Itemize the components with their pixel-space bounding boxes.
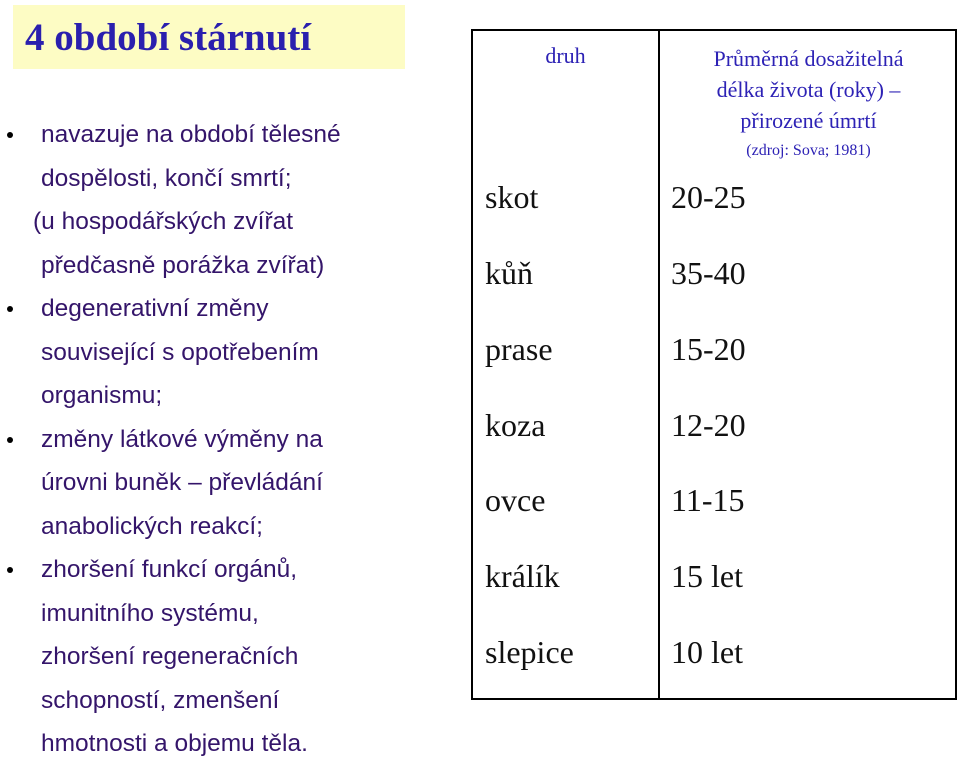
species-cell: slepice	[485, 634, 574, 670]
bullet-line: změny látkové výměny na	[41, 425, 323, 453]
slide-title: 4 období stárnutí	[25, 15, 312, 59]
bullet-line: související s opotřebením	[41, 338, 319, 366]
table-row	[473, 558, 955, 633]
bullet-line: degenerativní změny	[41, 295, 269, 322]
species-cell: ovce	[485, 482, 546, 518]
table-row	[473, 482, 955, 557]
lifespan-cell: 15 let	[671, 558, 743, 594]
bullet-line: anabolických reakcí;	[41, 512, 263, 540]
bullet-dot-icon	[7, 567, 13, 573]
lifespan-cell: 10 let	[671, 634, 743, 670]
bullet-line: (u hospodářských zvířat	[33, 208, 294, 235]
header-value-line: délka života (roky) –	[716, 77, 901, 102]
species-cell: koza	[485, 407, 546, 443]
title-box	[13, 5, 405, 69]
bullet-line: úrovni buněk – převládání	[41, 469, 323, 496]
bullet-item	[0, 287, 460, 418]
table-row	[473, 255, 955, 330]
header-value	[660, 43, 957, 166]
bullet-item	[0, 548, 460, 766]
lifespan-cell: 11-15	[671, 482, 745, 518]
lifespan-cell: 12-20	[671, 407, 746, 443]
table-row	[473, 634, 955, 709]
lifespan-table	[471, 29, 957, 700]
lifespan-cell: 35-40	[671, 255, 746, 291]
header-value-line: Průměrná dosažitelná	[713, 46, 904, 71]
bullet-line: navazuje na období tělesné	[41, 121, 341, 148]
bullet-line: imunitního systému,	[41, 599, 259, 627]
bullet-line: zhoršení regeneračních	[41, 643, 299, 670]
bullet-line: zhoršení funkcí orgánů,	[41, 556, 298, 583]
bullet-line: předčasně porážka zvířat)	[41, 251, 325, 279]
bullet-dot-icon	[7, 437, 13, 443]
species-cell: skot	[485, 179, 539, 215]
bullet-line: organismu;	[41, 382, 163, 409]
species-cell: králík	[485, 558, 560, 594]
header-species: druh	[545, 43, 586, 68]
bullet-dot-icon	[7, 132, 13, 138]
bullet-item	[0, 418, 460, 549]
lifespan-cell: 15-20	[671, 331, 746, 367]
header-value-line: přirozené úmrtí	[740, 108, 877, 133]
bullet-item	[0, 113, 460, 287]
bullet-dot-icon	[7, 306, 13, 312]
table-row	[473, 179, 955, 254]
table-row	[473, 331, 955, 406]
header-source: (zdroj: Sova; 1981)	[746, 142, 871, 159]
species-cell: prase	[485, 331, 553, 367]
bullet-line: dospělosti, končí smrtí;	[41, 164, 292, 192]
bullet-list	[0, 113, 460, 766]
table-row	[473, 407, 955, 482]
bullet-line: hmotnosti a objemu těla.	[41, 730, 308, 757]
lifespan-cell: 20-25	[671, 179, 746, 215]
bullet-line: schopností, zmenšení	[41, 686, 280, 714]
species-cell: kůň	[485, 255, 533, 291]
